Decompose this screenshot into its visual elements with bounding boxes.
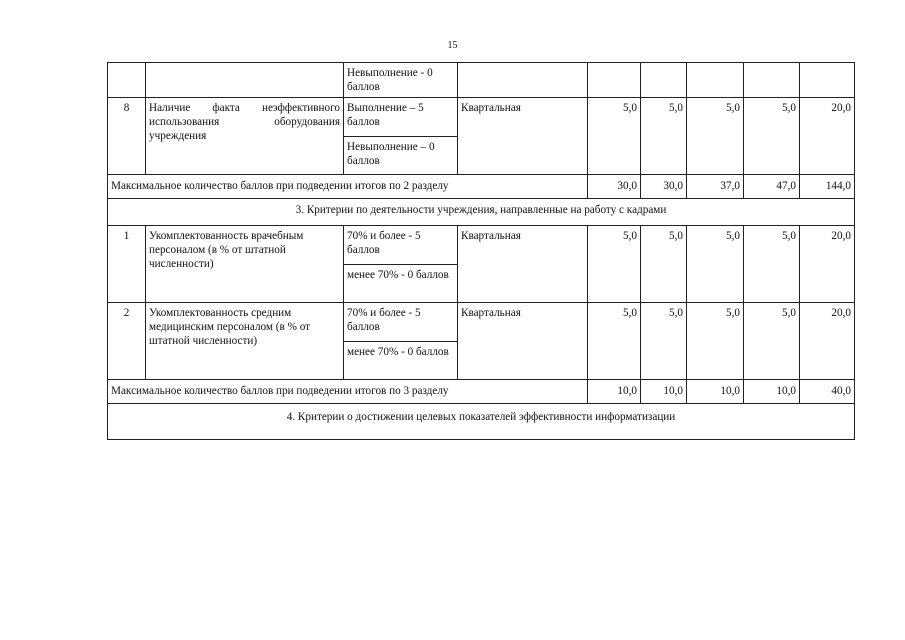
section-row bbox=[108, 199, 855, 226]
summary-label: Максимальное количество баллов при подведении итогов по 3 разделу bbox=[108, 380, 588, 404]
option-cell: 70% и более - 5 баллов bbox=[344, 226, 458, 265]
option-cell: Невыполнение – 0 баллов bbox=[344, 137, 458, 175]
value-cell: 5,0 bbox=[588, 98, 641, 175]
value-cell: 5,0 bbox=[687, 303, 744, 380]
num-cell: 1 bbox=[108, 226, 146, 303]
value-cell: 5,0 bbox=[687, 226, 744, 303]
value-cell: 40,0 bbox=[800, 380, 855, 404]
value-cell: 10,0 bbox=[641, 380, 687, 404]
criterion-cell bbox=[146, 63, 344, 98]
table-row bbox=[108, 226, 855, 265]
value-cell: 20,0 bbox=[800, 98, 855, 175]
value-cell bbox=[641, 63, 687, 98]
value-cell: 10,0 bbox=[744, 380, 800, 404]
value-cell: 20,0 bbox=[800, 303, 855, 380]
value-cell: 10,0 bbox=[588, 380, 641, 404]
option-cell: Выполнение – 5 баллов bbox=[344, 98, 458, 137]
value-cell: 30,0 bbox=[588, 175, 641, 199]
value-cell: 5,0 bbox=[744, 226, 800, 303]
table-row bbox=[108, 98, 855, 137]
value-cell: 10,0 bbox=[687, 380, 744, 404]
value-cell: 5,0 bbox=[641, 303, 687, 380]
value-cell bbox=[588, 63, 641, 98]
value-cell: 5,0 bbox=[687, 98, 744, 175]
option-cell: Невыполнение - 0 баллов bbox=[344, 63, 458, 98]
page-number: 15 bbox=[447, 40, 458, 51]
value-cell: 37,0 bbox=[687, 175, 744, 199]
value-cell: 20,0 bbox=[800, 226, 855, 303]
value-cell bbox=[800, 63, 855, 98]
value-cell: 5,0 bbox=[588, 303, 641, 380]
summary-row bbox=[108, 175, 855, 199]
value-cell: 5,0 bbox=[641, 226, 687, 303]
section-title: 3. Критерии по деятельности учреждения, направленные на работу с кадрами bbox=[108, 199, 855, 226]
num-cell: 2 bbox=[108, 303, 146, 380]
value-cell: 5,0 bbox=[744, 98, 800, 175]
option-cell: менее 70% - 0 баллов bbox=[344, 265, 458, 303]
value-cell: 5,0 bbox=[641, 98, 687, 175]
criterion-cell: Наличие факта неэффективного использования оборудования учреждения bbox=[146, 98, 344, 175]
periodicity-cell: Квартальная bbox=[458, 303, 588, 380]
section-title: 4. Критерии о достижении целевых показателей эффективности информатизации bbox=[108, 404, 855, 440]
table-row bbox=[108, 63, 855, 98]
num-cell: 8 bbox=[108, 98, 146, 175]
option-cell: менее 70% - 0 баллов bbox=[344, 342, 458, 380]
criterion-cell: Укомплектованность средним медицинским персоналом (в % от штатной численности) bbox=[146, 303, 344, 380]
value-cell: 30,0 bbox=[641, 175, 687, 199]
periodicity-cell bbox=[458, 63, 588, 98]
value-cell: 47,0 bbox=[744, 175, 800, 199]
periodicity-cell: Квартальная bbox=[458, 98, 588, 175]
value-cell: 5,0 bbox=[588, 226, 641, 303]
value-cell bbox=[744, 63, 800, 98]
value-cell bbox=[687, 63, 744, 98]
value-cell: 144,0 bbox=[800, 175, 855, 199]
criterion-cell: Укомплектованность врачебным персоналом (в % от штатной численности) bbox=[146, 226, 344, 303]
summary-row bbox=[108, 380, 855, 404]
table-row bbox=[108, 303, 855, 342]
summary-label: Максимальное количество баллов при подведении итогов по 2 разделу bbox=[108, 175, 588, 199]
option-cell: 70% и более - 5 баллов bbox=[344, 303, 458, 342]
value-cell: 5,0 bbox=[744, 303, 800, 380]
criteria-table bbox=[107, 62, 855, 440]
section-row bbox=[108, 404, 855, 440]
periodicity-cell: Квартальная bbox=[458, 226, 588, 303]
num-cell bbox=[108, 63, 146, 98]
